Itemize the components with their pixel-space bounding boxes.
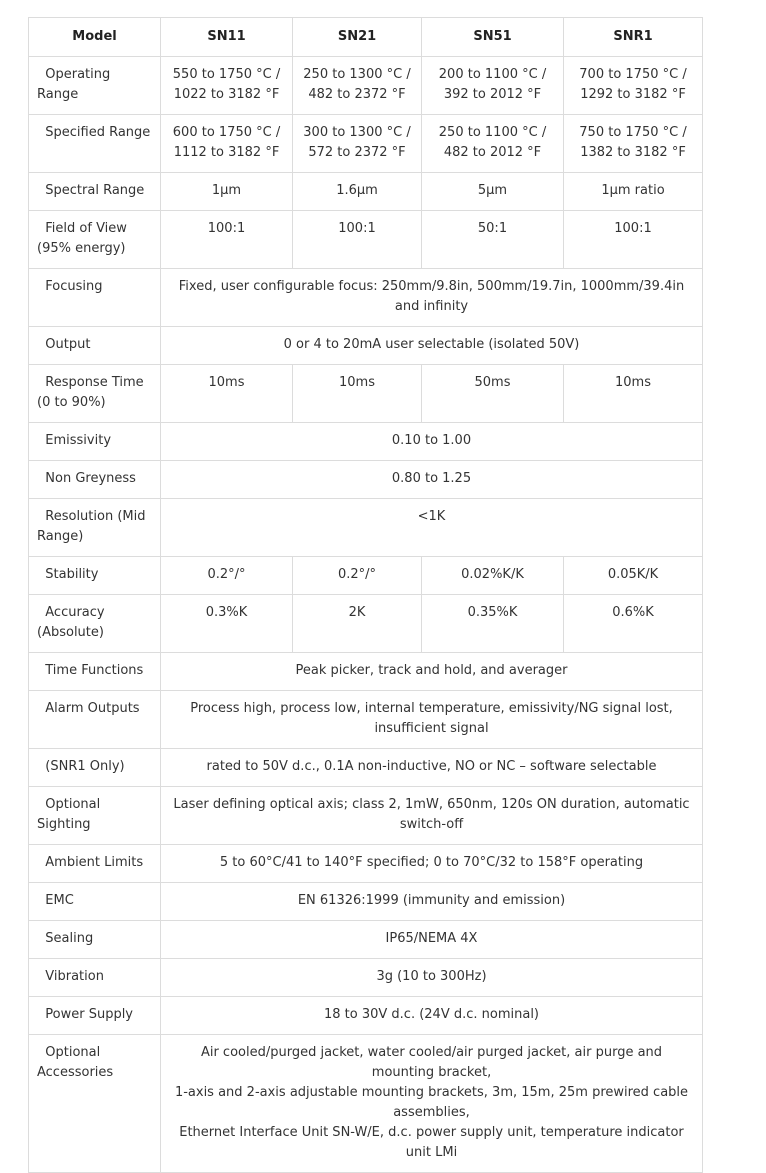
table-row <box>29 691 703 749</box>
row-value-cell: 10ms <box>293 365 422 423</box>
row-value-spanning: rated to 50V d.c., 0.1A non-inductive, NO or NC – software selectable <box>161 749 703 787</box>
table-row <box>29 749 703 787</box>
row-value-cell: 0.2°/° <box>161 557 293 595</box>
row-value-cell: 700 to 1750 °C / 1292 to 3182 °F <box>564 57 703 115</box>
header-snr1: SNR1 <box>564 18 703 57</box>
row-value-cell: 0.35%K <box>422 595 564 653</box>
row-label: Optional Accessories <box>29 1035 161 1173</box>
row-label: Resolution (Mid Range) <box>29 499 161 557</box>
row-label: Power Supply <box>29 997 161 1035</box>
row-label: (SNR1 Only) <box>29 749 161 787</box>
row-label: EMC <box>29 883 161 921</box>
table-row <box>29 57 703 115</box>
table-row <box>29 557 703 595</box>
row-value-spanning: Laser defining optical axis; class 2, 1mW, 650nm, 120s ON duration, automatic switch-off <box>161 787 703 845</box>
header-row <box>29 18 703 57</box>
row-value-spanning: IP65/NEMA 4X <box>161 921 703 959</box>
table-row <box>29 653 703 691</box>
row-value-cell: 1.6µm <box>293 173 422 211</box>
row-label: Operating Range <box>29 57 161 115</box>
header-sn51: SN51 <box>422 18 564 57</box>
row-value-cell: 50ms <box>422 365 564 423</box>
table-row <box>29 787 703 845</box>
specifications-table <box>28 17 703 1173</box>
row-value-spanning: 0 or 4 to 20mA user selectable (isolated 50V) <box>161 327 703 365</box>
row-label: Spectral Range <box>29 173 161 211</box>
table-row <box>29 595 703 653</box>
row-value-cell: 5µm <box>422 173 564 211</box>
row-label: Vibration <box>29 959 161 997</box>
row-label: Field of View (95% energy) <box>29 211 161 269</box>
table-row <box>29 423 703 461</box>
row-value-cell: 250 to 1300 °C / 482 to 2372 °F <box>293 57 422 115</box>
header-sn11: SN11 <box>161 18 293 57</box>
row-label: Ambient Limits <box>29 845 161 883</box>
table-row <box>29 921 703 959</box>
table-row <box>29 1035 703 1173</box>
row-value-cell: 100:1 <box>564 211 703 269</box>
row-value-cell: 750 to 1750 °C / 1382 to 3182 °F <box>564 115 703 173</box>
header-model: Model <box>29 18 161 57</box>
row-value-spanning: Fixed, user configurable focus: 250mm/9.8in, 500mm/19.7in, 1000mm/39.4in and infinity <box>161 269 703 327</box>
row-value-cell: 10ms <box>564 365 703 423</box>
row-label: Emissivity <box>29 423 161 461</box>
row-value-cell: 0.6%K <box>564 595 703 653</box>
row-value-cell: 100:1 <box>293 211 422 269</box>
table-row <box>29 269 703 327</box>
row-value-spanning: 0.10 to 1.00 <box>161 423 703 461</box>
table-row <box>29 173 703 211</box>
row-value-cell: 50:1 <box>422 211 564 269</box>
row-label: Focusing <box>29 269 161 327</box>
row-label: Sealing <box>29 921 161 959</box>
table-row <box>29 365 703 423</box>
row-value-cell: 300 to 1300 °C / 572 to 2372 °F <box>293 115 422 173</box>
row-value-spanning: Peak picker, track and hold, and averager <box>161 653 703 691</box>
row-label: Specified Range <box>29 115 161 173</box>
row-value-cell: 1µm <box>161 173 293 211</box>
row-label: Output <box>29 327 161 365</box>
row-value-cell: 10ms <box>161 365 293 423</box>
row-value-spanning: Air cooled/purged jacket, water cooled/air purged jacket, air purge and mounting bracket, 1-axis and 2-axis adjustable mounting brackets, 3m, 15m, 25m prewired cable assemblies, Ethernet Interface Unit SN-W/E, d.c. power supply unit, temperature indicator unit LMi <box>161 1035 703 1173</box>
header-sn21: SN21 <box>293 18 422 57</box>
row-value-cell: 0.3%K <box>161 595 293 653</box>
table-row <box>29 959 703 997</box>
row-value-spanning: EN 61326:1999 (immunity and emission) <box>161 883 703 921</box>
row-label: Accuracy (Absolute) <box>29 595 161 653</box>
table-row <box>29 115 703 173</box>
row-label: Stability <box>29 557 161 595</box>
row-value-cell: 0.05K/K <box>564 557 703 595</box>
row-value-cell: 600 to 1750 °C / 1112 to 3182 °F <box>161 115 293 173</box>
row-value-cell: 1µm ratio <box>564 173 703 211</box>
table-row <box>29 327 703 365</box>
row-value-cell: 0.02%K/K <box>422 557 564 595</box>
row-label: Time Functions <box>29 653 161 691</box>
row-value-cell: 2K <box>293 595 422 653</box>
row-value-cell: 0.2°/° <box>293 557 422 595</box>
row-value-spanning: Process high, process low, internal temperature, emissivity/NG signal lost, insufficient signal <box>161 691 703 749</box>
row-label: Alarm Outputs <box>29 691 161 749</box>
row-value-cell: 200 to 1100 °C / 392 to 2012 °F <box>422 57 564 115</box>
row-value-spanning: 3g (10 to 300Hz) <box>161 959 703 997</box>
row-value-cell: 550 to 1750 °C / 1022 to 3182 °F <box>161 57 293 115</box>
row-value-spanning: 0.80 to 1.25 <box>161 461 703 499</box>
table-row <box>29 845 703 883</box>
table-row <box>29 211 703 269</box>
table-row <box>29 883 703 921</box>
row-value-spanning: <1K <box>161 499 703 557</box>
row-value-cell: 100:1 <box>161 211 293 269</box>
table-row <box>29 499 703 557</box>
row-value-cell: 250 to 1100 °C / 482 to 2012 °F <box>422 115 564 173</box>
row-label: Non Greyness <box>29 461 161 499</box>
row-label: Optional Sighting <box>29 787 161 845</box>
row-label: Response Time (0 to 90%) <box>29 365 161 423</box>
table-row <box>29 461 703 499</box>
row-value-spanning: 18 to 30V d.c. (24V d.c. nominal) <box>161 997 703 1035</box>
table-row <box>29 997 703 1035</box>
row-value-spanning: 5 to 60°C/41 to 140°F specified; 0 to 70°C/32 to 158°F operating <box>161 845 703 883</box>
